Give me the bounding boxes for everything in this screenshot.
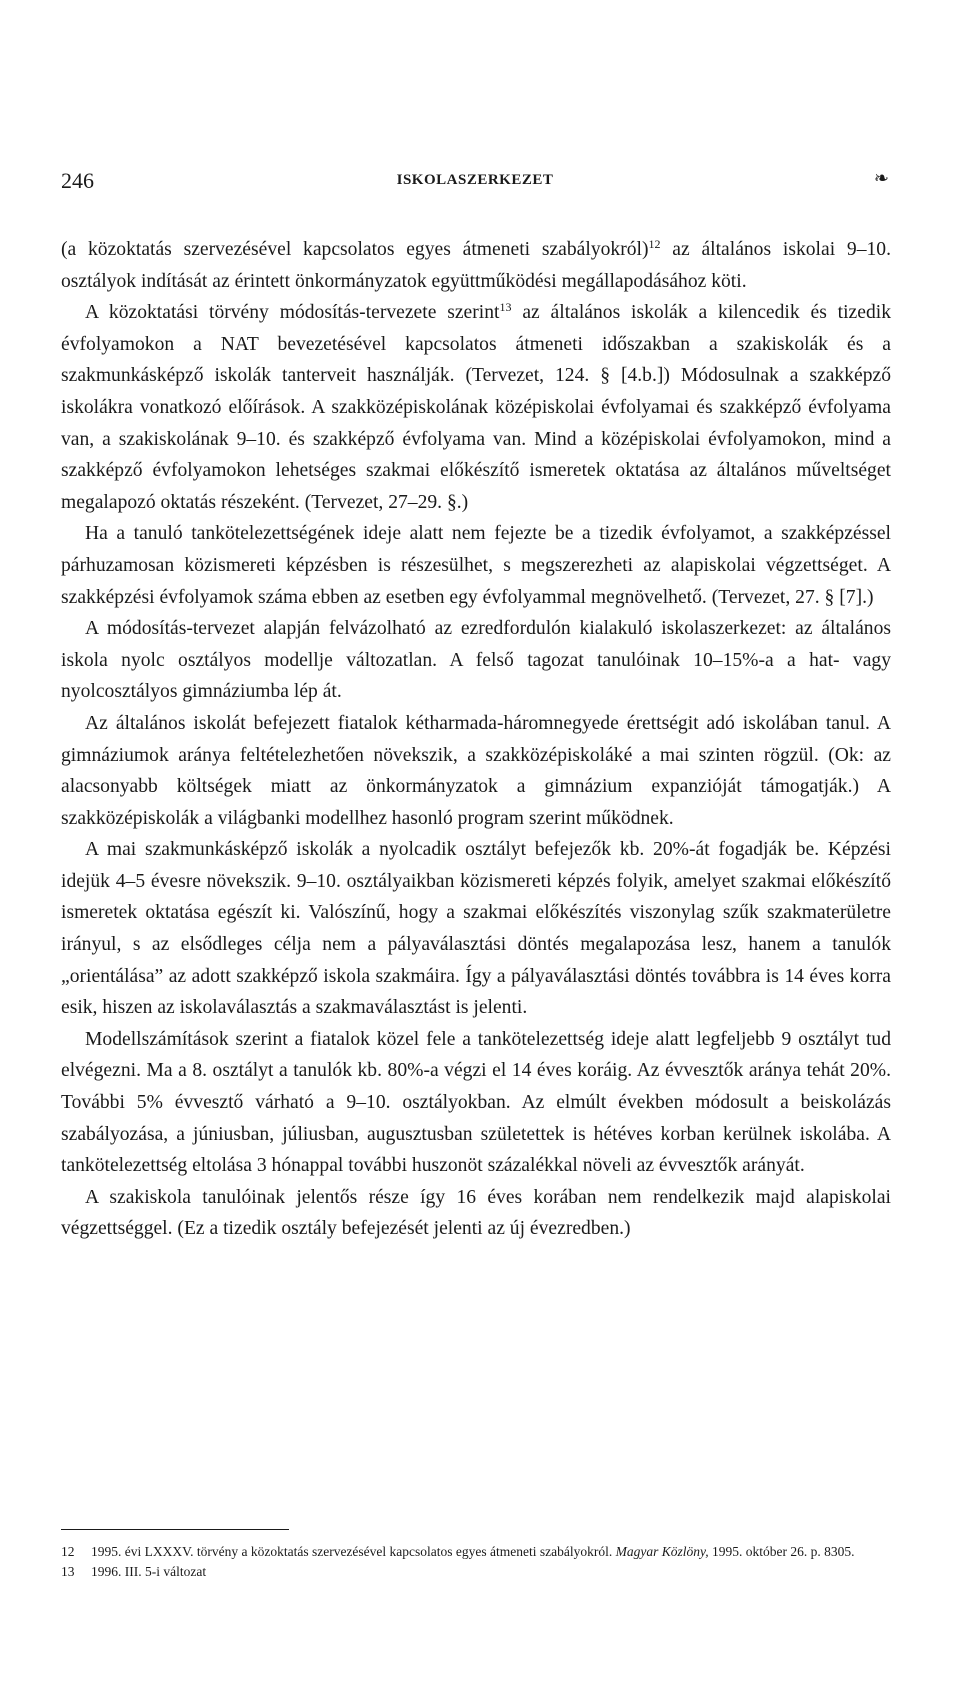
footnote-ref-13: 13 [499,300,512,315]
paragraph-1: (a közoktatás szervezésével kapcsolatos egyes átmeneti szabályokról)$^{12}$ az általános iskolai 9–10. osztályok indítását az érintett önkormányzatok együttműködési megállapodásához köti. [61,237,892,292]
paragraph-6: A mai szakmunkásképző iskolák a nyolcadik osztályt befejezők kb. 20%-át fogadják be. Képzési idejük 4–5 évesre növekszik. 9–10. osztályaikban közismereti képzés folyik, amelyet szakmai előkészítő ismeretek oktatása egészít ki. Valószínű, hogy a szakmai előkészítés viszonylag szűk szakmaterületre irányul, s az elsődleges célja nem a pályaválasztási döntés megalapozása lesz, hanem a tanulók „orientálása” az adott szakképző iskola szakmáira. Így a pályaválasztási döntés továbbra is 14 éves korra esik, hiszen az iskolaválasztás a szakmaválasztást is jelenti. [61,839,891,1019]
body-text [61,234,891,1245]
page-number: 246 [61,168,94,193]
paragraph-2: A közoktatási törvény módosítás-tervezete szerint$^{13}$ az általános iskolák a kilencedik és tizedik évfolyamokon a NAT bevezetésével kapcsolatos átmeneti időszakban a szakiskolák és a szakmunkásképző iskolák tanterveit használják. (Tervezet, 124. § [4.b.]) Módosulnak a szakképző iskolákra vonatkozó előírások. A szakközépiskolának középiskolai évfolyamai és szakképző évfolyama van, a szakiskolának 9–10. és szakképző évfolyama van. Mind a középiskolai évfolyamokon, mind a szakképző évfolyamokon lehetséges szakmai előkészítő ismeretek oktatása az általános műveltséget megalapozó oktatás részeként. (Tervezet, 27–29. §.) [61,300,891,513]
footnote-12: 12 1995. évi LXXXV. törvény a közoktatás szervezésével kapcsolatos egyes átmeneti szabályokról. Magyar Közlöny, 1995. október 26. p. 8305. [61,1542,891,1562]
paragraph-8: A szakiskola tanulóinak jelentős része így 16 éves korában nem rendelkezik majd alapiskolai végzettséggel. (Ez a tizedik osztály befejezését jelenti az új évezredben.) [61,1186,891,1240]
section-title: ISKOLASZERKEZET [396,172,554,188]
journal-title: Magyar Közlöny, [615,1544,709,1559]
paragraph-5: Az általános iskolát befejezett fiatalok kétharmada-háromnegyede érettségit adó iskolában tanul. A gimnáziumok aránya feltételezhetően növekszik, a szakközépiskoláké a mai szinten rögzül. (Ok: az alacsonyabb költségek miatt az önkormányzatok a gimnázium expanzióját támogatják.) A szakközépiskolák a világbanki modellhez hasonló program szerint működnek. [61,712,891,829]
footnote-number: 12 [61,1544,75,1559]
footnote-13: 13 1996. III. 5-i változat [61,1562,891,1582]
footnote-ref-12: 12 [648,237,661,251]
running-header [61,168,889,198]
fleuron-icon: ❧ [873,168,889,188]
paragraph-4: A módosítás-tervezet alapján felvázolható az ezredfordulón kialakuló iskolaszerkezet: az általános iskola nyolc osztályos modellje változatlan. A felső tagozat tanulóinak 10–15%-a a hat- vagy nyolcosztályos gimnáziumba lép át. [61,618,891,703]
paragraph-3: Ha a tanuló tankötelezettségének ideje alatt nem fejezte be a tizedik évfolyamot, a szakképzéssel párhuzamosan közismereti képzésben is részesülhet, s megszerezheti az alapiskolai végzettséget. A szakképzési évfolyamok száma ebben az esetben egy évfolyammal megnövelhető. (Tervezet, 27. § [7].) [61,523,891,608]
footnote-number: 13 [61,1564,75,1579]
footnote-divider [61,1529,289,1530]
footnotes [61,1542,891,1582]
paragraph-7: Modellszámítások szerint a fiatalok közel fele a tankötelezettség ideje alatt legfeljebb 9 osztályt tud elvégezni. Ma a 8. osztályt a tanulók kb. 80%-a végzi el 14 éves koráig. Az évvesztők aránya tehát 20%. További 5% évvesztő várható a 9–10. osztályokban. Az elmúlt években módosult a beiskolázás szabályozása, a júniusban, júliusban, augusztusban születettek is hétéves korban kerülnek iskolába. A tankötelezettség eltolása 3 hónappal további huszonöt százalékkal növeli az évvesztők arányát. [61,1028,891,1177]
